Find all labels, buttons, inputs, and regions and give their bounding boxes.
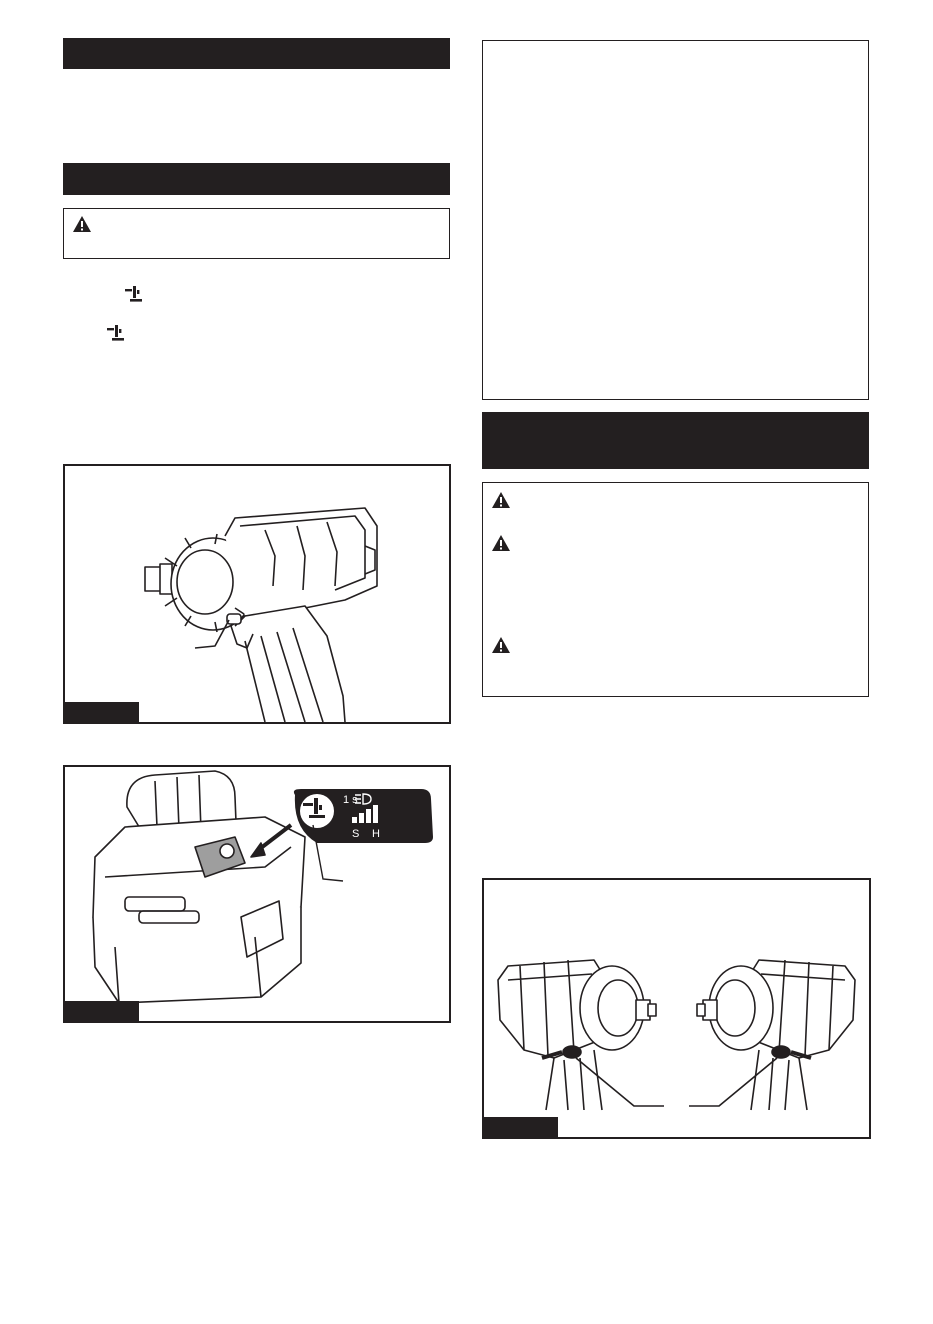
warning-triangle-icon [491, 491, 511, 509]
figure-number-tab [484, 1117, 558, 1137]
figure-3 [482, 878, 871, 1139]
section-header-bar [63, 163, 450, 195]
figure-number-tab [65, 702, 139, 722]
caution-box [63, 208, 450, 259]
panel-speed-high: H [372, 828, 380, 840]
panel-time-text: 1 s [343, 794, 358, 806]
warning-triangle-icon [491, 534, 511, 552]
figure-number-tab [65, 1001, 139, 1021]
battery-panel-illustration [65, 767, 449, 1021]
panel-speed-low: S [352, 828, 360, 840]
tool-mode-icon [124, 284, 146, 304]
section-header-bar [482, 412, 869, 469]
note-box [482, 40, 869, 400]
tool-mode-icon [106, 323, 128, 343]
impact-wrench-illustration [65, 466, 449, 722]
reversing-switch-illustration [484, 880, 869, 1137]
warning-triangle-icon [491, 636, 511, 654]
figure-2 [63, 765, 451, 1023]
section-header-bar [63, 38, 450, 69]
warning-triangle-icon [72, 215, 92, 233]
caution-box [482, 482, 869, 697]
figure-1 [63, 464, 451, 724]
